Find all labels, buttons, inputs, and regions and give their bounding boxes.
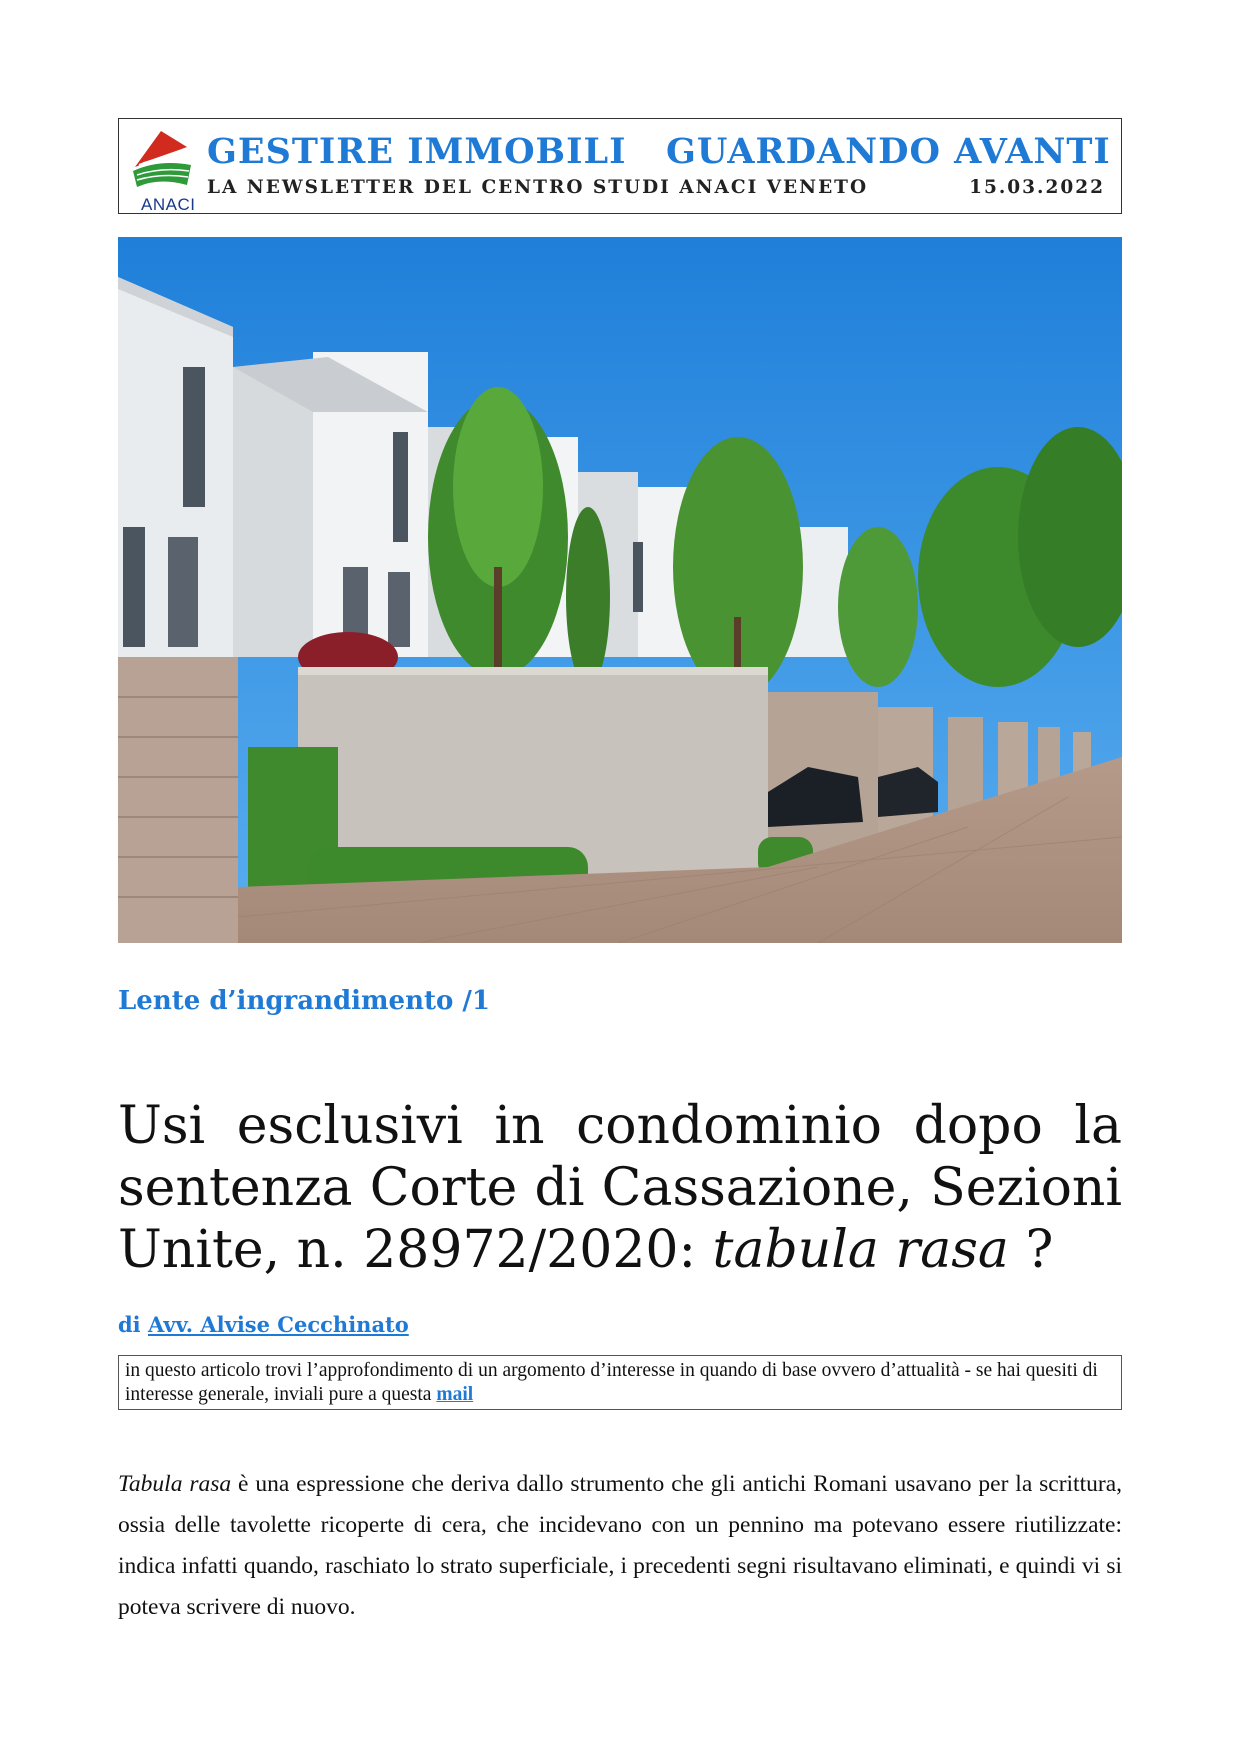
- anaci-logo: [129, 127, 199, 214]
- info-box: [118, 1355, 1122, 1410]
- info-text: in questo articolo trovi l’approfondimento di un argomento d’interesse in quando di base ovvero d’attualità - se hai quesiti di interesse generale, inviali pure a questa: [125, 1360, 1098, 1405]
- section-label: Lente d’ingrandimento /1: [118, 986, 490, 1016]
- newsletter-subtitle: LA NEWSLETTER DEL CENTRO STUDI ANACI VENETO: [207, 177, 869, 198]
- byline: [118, 1312, 409, 1337]
- body-text: è una espressione che deriva dallo strumento che gli antichi Romani usavano per la scrittura, ossia delle tavolette ricoperte di cera, che incidevano con un pennino ma potevano essere riutilizzate: indica infatti quando, raschiato lo strato superficiale, i precedenti segni risultavano eliminati, e quindi vi si poteva scrivere di nuovo.: [118, 1471, 1122, 1620]
- issue-date: 15.03.2022: [969, 177, 1105, 198]
- headline-italic: tabula rasa: [712, 1219, 1009, 1280]
- headline-tail: ?: [1008, 1219, 1054, 1280]
- article-headline: [118, 1095, 1122, 1281]
- residential-buildings-photo: [118, 237, 1122, 943]
- mail-link[interactable]: mail: [436, 1384, 474, 1405]
- newsletter-title: GESTIRE IMMOBILI GUARDANDO AVANTI: [207, 131, 1111, 172]
- author-link[interactable]: Avv. Alvise Cecchinato: [147, 1312, 409, 1337]
- newsletter-masthead: [118, 118, 1122, 214]
- logo-text: ANACI: [141, 195, 196, 214]
- headline-main: Usi esclusivi in condominio dopo la sentenza Corte di Cassazione, Sezioni Unite, n. 28972/2020:: [118, 1095, 1122, 1280]
- article-paragraph: [118, 1464, 1122, 1628]
- byline-prefix: di: [118, 1312, 148, 1337]
- body-italic: Tabula rasa: [118, 1471, 232, 1497]
